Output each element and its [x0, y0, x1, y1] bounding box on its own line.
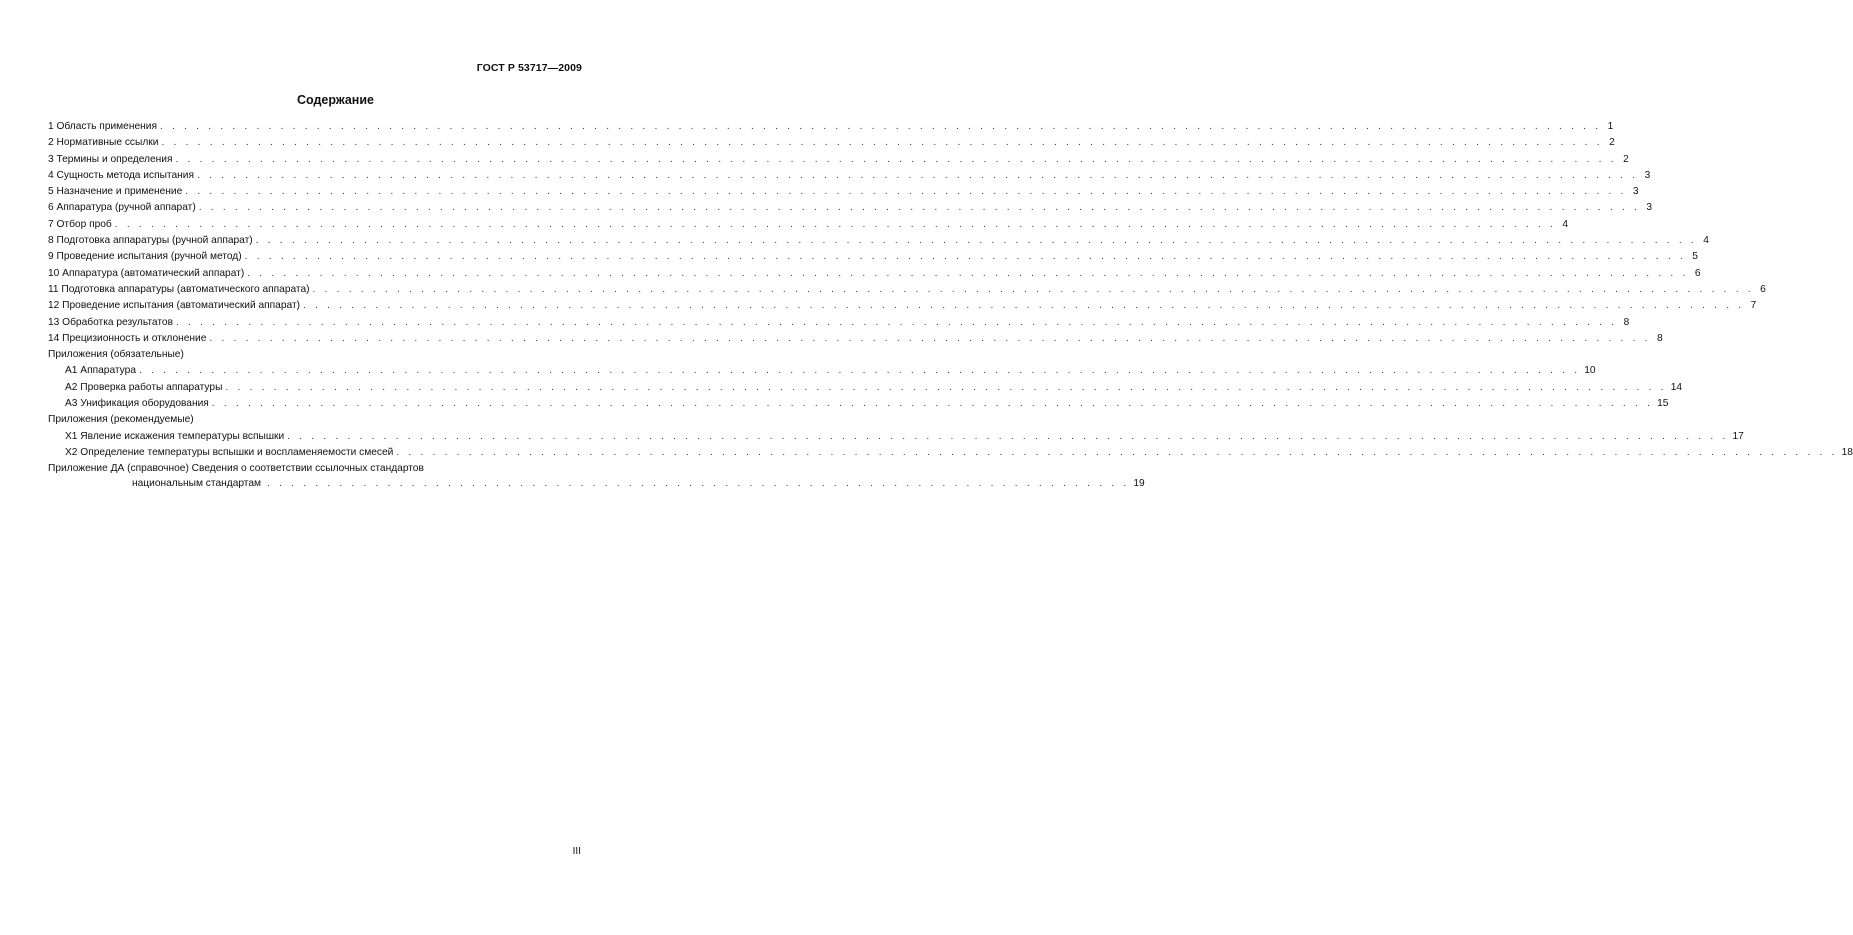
toc-page-number: 18	[1841, 446, 1853, 458]
toc-sections	[48, 119, 1766, 347]
toc-entry[interactable]	[48, 331, 1663, 347]
dot-leader: . . . . . . . . . . . . . . . . . . . . . . . . . . . . . . . . . . . . . . . . . . . . . . . . . . . . . . . . . . . . . . . . . . . . . . . .	[267, 478, 1130, 490]
toc-entry[interactable]	[48, 396, 1669, 412]
dot-leader: . . . . . . . . . . . . . . . . . . . . . . . . . . . . . . . . . . . . . . . . . . . . . . . . . . . . . . . . . . . . . . . . . . . . . . . . . . . . . . . . . . . . . . . . . . . . . . . . . . . . . . . . . . . . . . . . . . . . . . . .	[211, 398, 1654, 410]
mandatory-annexes-list	[48, 363, 1683, 412]
toc-entry[interactable]	[48, 200, 1652, 216]
toc-page-number: 10	[1584, 365, 1596, 377]
dot-leader: . . . . . . . . . . . . . . . . . . . . . . . . . . . . . . . . . . . . . . . . . . . . . . . . . . . . . . . . . . . . . . . . . . . . . . . . . . . . . . . . . . . . . . . . . . . . . . . . . . . . . . . . . . . . . . . . . . . . . . . .	[396, 446, 1838, 458]
dot-leader: . . . . . . . . . . . . . . . . . . . . . . . . . . . . . . . . . . . . . . . . . . . . . . . . . . . . . . . . . . . . . . . . . . . . . . . . . . . . . . . . . . . . . . . . . . . . . . . . . . . . . . . . . . . . . . . . . . . . . . . .	[244, 251, 1686, 263]
dot-leader: . . . . . . . . . . . . . . . . . . . . . . . . . . . . . . . . . . . . . . . . . . . . . . . . . . . . . . . . . . . . . . . . . . . . . . . . . . . . . . . . . . . . . . . . . . . . . . . . . . . . . . . . . . . . . . . . . . . . . . . .	[209, 332, 1651, 344]
toc-page-number: 19	[1133, 478, 1145, 490]
dot-leader: . . . . . . . . . . . . . . . . . . . . . . . . . . . . . . . . . . . . . . . . . . . . . . . . . . . . . . . . . . . . . . . . . . . . . . . . . . . . . . . . . . . . . . . . . . . . . . . . . . . . . . . . . . . . . . . . . . . . . . . .	[175, 153, 1617, 165]
dot-leader: . . . . . . . . . . . . . . . . . . . . . . . . . . . . . . . . . . . . . . . . . . . . . . . . . . . . . . . . . . . . . . . . . . . . . . . . . . . . . . . . . . . . . . . . . . . . . . . . . . . . . . . . . . . . . . . . . . . . . . . .	[312, 283, 1754, 295]
toc-entry-annex-da[interactable]	[48, 461, 1145, 491]
page-number: III	[572, 846, 581, 857]
toc-page-number: 4	[1562, 218, 1569, 230]
toc-page-number: 14	[1670, 381, 1683, 393]
toc-entry[interactable]	[48, 315, 1630, 331]
dot-leader: . . . . . . . . . . . . . . . . . . . . . . . . . . . . . . . . . . . . . . . . . . . . . . . . . . . . . . . . . . . . . . . . . . . . . . . . . . . . . . . . . . . . . . . . . . . . . . . . . . . . . . . . . . . . . . . . . . . . . . . .	[255, 235, 1697, 247]
toc-page-number: 3	[1644, 169, 1651, 181]
toc-entry[interactable]	[48, 445, 1853, 461]
toc-entry-label: 7 Отбор проб	[48, 218, 112, 230]
toc-entry[interactable]	[48, 119, 1614, 135]
dot-leader: . . . . . . . . . . . . . . . . . . . . . . . . . . . . . . . . . . . . . . . . . . . . . . . . . . . . . . . . . . . . . . . . . . . . . . . . . . . . . . . . . . . . . . . . . . . . . . . . . . . . . . . . . . . . . . . . . . . . . . . .	[161, 137, 1603, 149]
toc-entry-label: 6 Аппаратура (ручной аппарат)	[48, 202, 196, 214]
toc-page-number: 6	[1694, 267, 1701, 279]
dot-leader: . . . . . . . . . . . . . . . . . . . . . . . . . . . . . . . . . . . . . . . . . . . . . . . . . . . . . . . . . . . . . . . . . . . . . . . . . . . . . . . . . . . . . . . . . . . . . . . . . . . . . . . . . . . . . . . . . . . . . . . .	[114, 218, 1557, 230]
table-of-contents	[48, 119, 1853, 491]
toc-entry-label: 13 Обработка результатов	[48, 316, 173, 328]
toc-page-number: 4	[1703, 235, 1709, 247]
toc-page-number: 8	[1623, 316, 1630, 328]
toc-page-number: 8	[1657, 332, 1663, 344]
toc-entry-label: 12 Проведение испытания (автоматический аппарат)	[48, 300, 301, 312]
toc-entry-label: А1 Аппаратура	[65, 365, 136, 377]
toc-entry[interactable]	[48, 363, 1596, 379]
dot-leader: . . . . . . . . . . . . . . . . . . . . . . . . . . . . . . . . . . . . . . . . . . . . . . . . . . . . . . . . . . . . . . . . . . . . . . . . . . . . . . . . . . . . . . . . . . . . . . . . . . . . . . . . . . . . . . . . . . . . . . . .	[175, 316, 1618, 328]
dot-leader: . . . . . . . . . . . . . . . . . . . . . . . . . . . . . . . . . . . . . . . . . . . . . . . . . . . . . . . . . . . . . . . . . . . . . . . . . . . . . . . . . . . . . . . . . . . . . . . . . . . . . . . . . . . . . . . . . . . . . . . .	[198, 202, 1640, 214]
page-title: Содержание	[296, 93, 374, 107]
toc-entry[interactable]	[48, 233, 1709, 249]
toc-entry[interactable]	[48, 282, 1766, 298]
toc-entry-label: Х2 Определение температуры вспышки и воспламеняемости смесей	[65, 446, 394, 458]
dot-leader: . . . . . . . . . . . . . . . . . . . . . . . . . . . . . . . . . . . . . . . . . . . . . . . . . . . . . . . . . . . . . . . . . . . . . . . . . . . . . . . . . . . . . . . . . . . . . . . . . . . . . . . . . . . . . . . . . . . . . . . .	[196, 169, 1639, 181]
toc-entry[interactable]	[48, 298, 1757, 314]
dot-leader: . . . . . . . . . . . . . . . . . . . . . . . . . . . . . . . . . . . . . . . . . . . . . . . . . . . . . . . . . . . . . . . . . . . . . . . . . . . . . . . . . . . . . . . . . . . . . . . . . . . . . . . . . . . . . . . . . . . . . . . .	[225, 381, 1667, 393]
toc-entry[interactable]	[48, 152, 1629, 168]
dot-leader: . . . . . . . . . . . . . . . . . . . . . . . . . . . . . . . . . . . . . . . . . . . . . . . . . . . . . . . . . . . . . . . . . . . . . . . . . . . . . . . . . . . . . . . . . . . . . . . . . . . . . . . . . . . . . . . . . . . . . . . .	[287, 430, 1729, 442]
toc-page-number: 15	[1657, 398, 1669, 410]
annex-da-title-continuation: национальным стандартам	[132, 478, 262, 490]
mandatory-annexes-heading: Приложения (обязательные)	[48, 349, 184, 361]
toc-entry-label: А3 Унификация оборудования	[65, 398, 209, 410]
dot-leader: . . . . . . . . . . . . . . . . . . . . . . . . . . . . . . . . . . . . . . . . . . . . . . . . . . . . . . . . . . . . . . . . . . . . . . . . . . . . . . . . . . . . . . . . . . . . . . . . . . . . . . . . . . . . . . . . . . . . . . . .	[185, 186, 1627, 198]
toc-entry-label: 5 Назначение и применение	[48, 186, 183, 198]
dot-leader: . . . . . . . . . . . . . . . . . . . . . . . . . . . . . . . . . . . . . . . . . . . . . . . . . . . . . . . . . . . . . . . . . . . . . . . . . . . . . . . . . . . . . . . . . . . . . . . . . . . . . . . . . . . . . . . . . . . . . . . .	[247, 267, 1689, 279]
dot-leader: . . . . . . . . . . . . . . . . . . . . . . . . . . . . . . . . . . . . . . . . . . . . . . . . . . . . . . . . . . . . . . . . . . . . . . . . . . . . . . . . . . . . . . . . . . . . . . . . . . . . . . . . . . . . . . . . . . . . . . . .	[303, 300, 1745, 312]
toc-entry-label: 14 Прецизионность и отклонение	[48, 332, 207, 344]
toc-entry-label: 8 Подготовка аппаратуры (ручной аппарат)	[48, 235, 253, 247]
toc-entry-label: 1 Область применения	[48, 121, 157, 132]
toc-entry[interactable]	[48, 135, 1615, 151]
toc-page-number: 3	[1646, 202, 1652, 214]
toc-entry-label: Х1 Явление искажения температуры вспышки	[65, 430, 285, 442]
annex-da-title: Приложение ДА (справочное) Сведения о соответствии ссылочных стандартов	[48, 463, 424, 475]
toc-page-number: 2	[1609, 137, 1615, 149]
dot-leader: . . . . . . . . . . . . . . . . . . . . . . . . . . . . . . . . . . . . . . . . . . . . . . . . . . . . . . . . . . . . . . . . . . . . . . . . . . . . . . . . . . . . . . . . . . . . . . . . . . . . . . . . . . . . . . . . . . . . . . . .	[138, 365, 1581, 377]
toc-entry-label: 9 Проведение испытания (ручной метод)	[48, 251, 242, 263]
toc-entry[interactable]	[48, 429, 1744, 445]
toc-entry[interactable]	[48, 217, 1569, 233]
toc-page-number: 1	[1607, 121, 1614, 132]
toc-entry-label: А2 Проверка работы аппаратуры	[65, 381, 223, 393]
toc-page-number: 6	[1760, 283, 1766, 295]
dot-leader: . . . . . . . . . . . . . . . . . . . . . . . . . . . . . . . . . . . . . . . . . . . . . . . . . . . . . . . . . . . . . . . . . . . . . . . . . . . . . . . . . . . . . . . . . . . . . . . . . . . . . . . . . . . . . . . . . . . . . . . .	[159, 121, 1602, 132]
toc-entry[interactable]	[48, 184, 1639, 200]
toc-entry-label: 3 Термины и определения	[48, 153, 173, 165]
toc-entry[interactable]	[48, 249, 1698, 265]
toc-page-number: 2	[1623, 153, 1629, 165]
toc-entry-label: 4 Сущность метода испытания	[48, 169, 194, 181]
toc-entry-label: 10 Аппаратура (автоматический аппарат)	[48, 267, 245, 279]
document-code: ГОСТ Р 53717—2009	[476, 62, 582, 74]
toc-entry-label: 2 Нормативные ссылки	[48, 137, 159, 149]
recommended-annexes-heading: Приложения (рекомендуемые)	[48, 414, 194, 426]
toc-page-number: 17	[1732, 430, 1744, 442]
toc-page-number: 7	[1750, 300, 1757, 312]
recommended-annexes-list	[48, 429, 1853, 462]
toc-entry[interactable]	[48, 266, 1701, 282]
toc-entry-label: 11 Подготовка аппаратуры (автоматического аппарата)	[48, 283, 310, 295]
toc-page-number: 5	[1692, 251, 1698, 263]
toc-entry[interactable]	[48, 168, 1651, 184]
toc-page-number: 3	[1632, 186, 1639, 198]
toc-entry[interactable]	[48, 380, 1683, 396]
